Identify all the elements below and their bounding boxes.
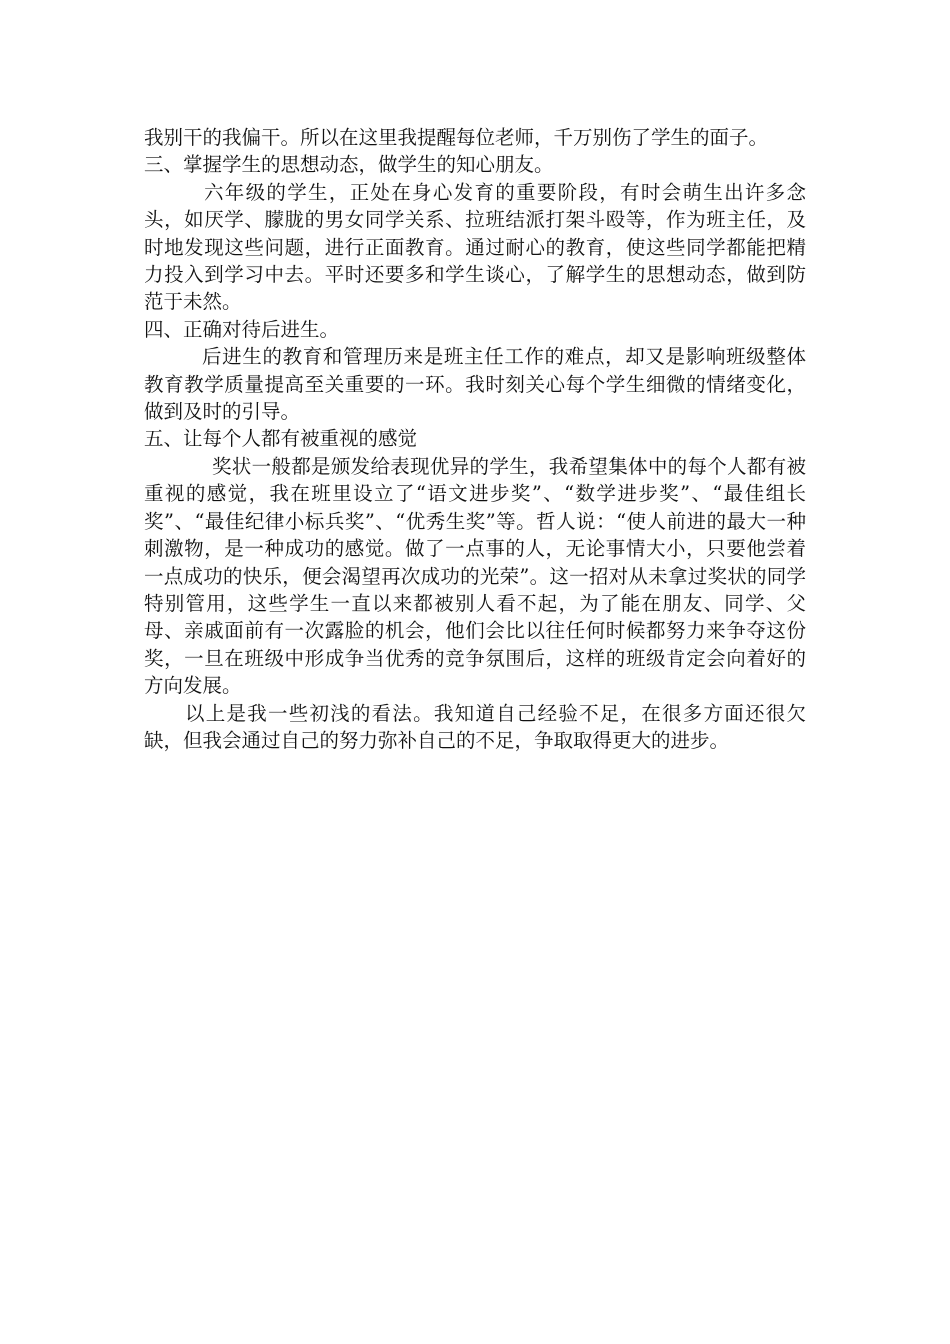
section-heading-4: 四、正确对待后进生。	[144, 317, 340, 341]
paragraph-section-5: 奖状一般都是颁发给表现优异的学生，我希望集体中的每个人都有被重视的感觉，我在班里设立了“语文进步奖”、“数学进步奖”、“最佳组长奖”、“最佳纪律小标兵奖”、“优秀生奖”等。哲人说：“使人前进的最大一种刺激物，是一种成功的感觉。做了一点事的人，无论事情大小，只要他尝着一点成功的快乐，便会渴望再次成功的光荣”。这一招对从未拿过奖状的同学特别管用，这些学生一直以来都被别人看不起，为了能在朋友、同学、父母、亲戚面前有一次露脸的机会，他们会比以往任何时候都努力来争夺这份奖，一旦在班级中形成争当优秀的竞争氛围后，这样的班级肯定会向着好的方向发展。	[144, 454, 806, 698]
section-heading-3: 三、掌握学生的思想动态，做学生的知心朋友。	[144, 153, 554, 177]
paragraph-continuation: 我别干的我偏干。所以在这里我提醒每位老师，千万别伤了学生的面子。	[144, 126, 769, 149]
section-heading-5: 五、让每个人都有被重视的感觉	[144, 427, 418, 451]
paragraph-conclusion: 以上是我一些初浅的看法。我知道自己经验不足，在很多方面还很欠缺，但我会通过自己的努力弥补自己的不足，争取取得更大的进步。	[144, 701, 806, 752]
document-page	[144, 124, 806, 754]
paragraph-section-4: 后进生的教育和管理历来是班主任工作的难点，却又是影响班级整体教育教学质量提高至关重要的一环。我时刻关心每个学生细微的情绪变化，做到及时的引导。	[144, 345, 806, 424]
paragraph-section-3: 六年级的学生，正处在身心发育的重要阶段，有时会萌生出许多念头，如厌学、朦胧的男女同学关系、拉班结派打架斗殴等，作为班主任，及时地发现这些问题，进行正面教育。通过耐心的教育，使这些同学都能把精力投入到学习中去。平时还要多和学生谈心，了解学生的思想动态，做到防范于未然。	[144, 180, 806, 314]
